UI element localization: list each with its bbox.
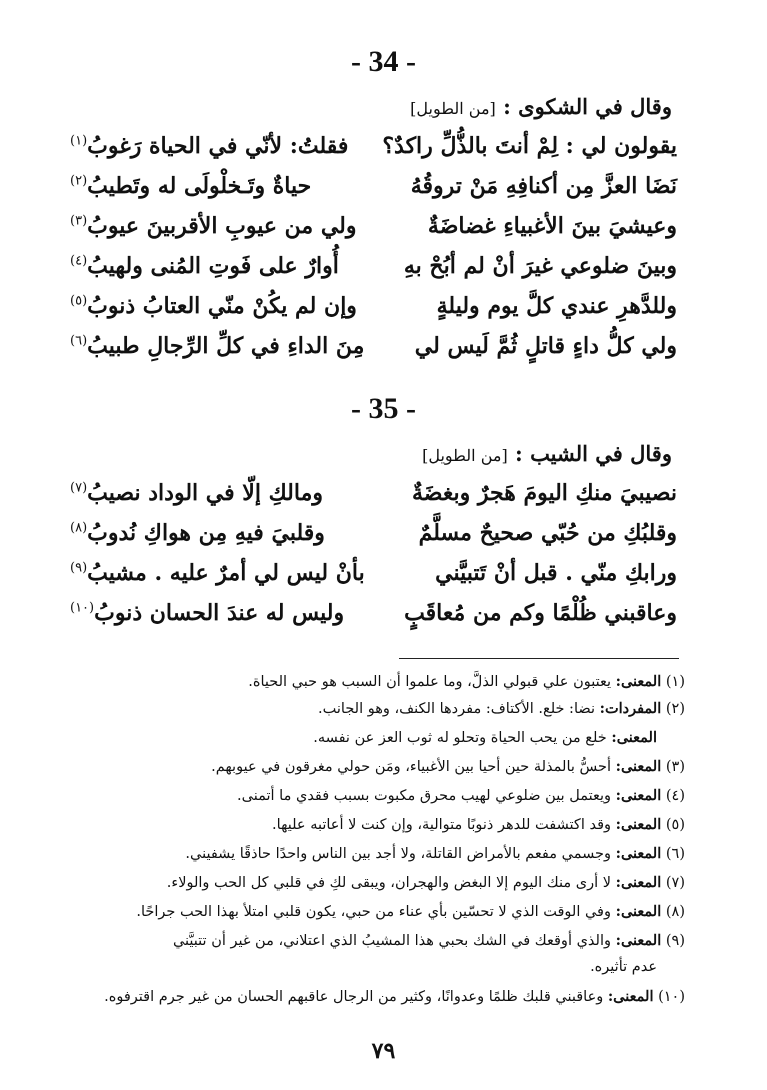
second-hemistich: بأنْ ليس لي أمرٌ عليه . مشيبُ$^{(٩)}$ (70, 560, 365, 586)
intro-text: وقال في الشيب : (515, 441, 672, 466)
footnote-ref: (٧) (70, 480, 88, 496)
footnote-continuation (80, 958, 657, 976)
footnote-id: (٤) (665, 788, 685, 804)
footnote-id: (٣) (665, 759, 685, 775)
footnote-ref: (٨) (70, 520, 88, 536)
footnote-text: والذي أوقعك في الشك بحبي هذا المشيبُ الذي اعتلاني، من غير أن تتبيَّني (172, 933, 611, 949)
footnote-text: عدم تأثيره. (590, 959, 657, 975)
footnote-text: ويعتمل بين ضلوعي لهيب محرق مكبوت بسبب فقدي ما أتمنى. (237, 788, 611, 804)
footnote-text: لا أرى منك اليوم إلا البغض والهجران، ويبقى لكِ في قلبي كل الحب والولاء. (166, 875, 611, 891)
footnote-label: المعنى: (607, 988, 654, 1005)
footnote-ref: (٢) (70, 173, 88, 189)
footnote (80, 758, 685, 776)
first-hemistich: وقلبُكِ من حُبّي صحيحٌ مسلَّمٌ (418, 520, 677, 546)
footnote-label: المفردات: (599, 700, 662, 717)
first-hemistich: وللدَّهرِ عندي كلَّ يوم وليلةٍ (436, 293, 677, 319)
poem-number: - 35 - (351, 392, 416, 425)
poem-intro (422, 441, 672, 466)
verse-line (70, 166, 677, 206)
footnote-id: (١) (665, 674, 685, 690)
footnote-divider (399, 658, 679, 659)
footnote (80, 845, 685, 863)
footnote (80, 988, 685, 1006)
footnote-text: خلع من يحب الحياة وتحلو له ثوب العز عن نفسه. (313, 730, 607, 746)
second-hemistich: ومالكِ إلّا في الوداد نصيبُ$^{(٧)}$ (70, 480, 323, 506)
footnote-label: المعنى: (615, 874, 662, 891)
verse-line (70, 593, 677, 633)
footnote (80, 903, 685, 921)
first-hemistich: نصيبيَ منكِ اليومَ هَجرٌ وبغضَةٌ (411, 480, 677, 506)
first-hemistich: وعيشيَ بينَ الأغبياءِ غضاضَةٌ (427, 213, 677, 239)
meter-label: [من الطويل] (422, 446, 508, 465)
first-hemistich: ورابكِ منّي . قبل أنْ تَتبيَّني (435, 560, 677, 586)
verse-line (70, 246, 677, 286)
footnote-id: (٧) (665, 875, 685, 891)
footnote-label: المعنى: (615, 787, 662, 804)
footnote-id: (٢) (665, 701, 685, 717)
footnote (80, 932, 685, 950)
footnote-text: وقد اكتشفت للدهر ذنوبًا متوالية، وإن كنت لا أعاتبه عليها. (272, 817, 611, 833)
second-hemistich: وليس له عندَ الحسان ذنوبُ$^{(١٠)}$ (70, 600, 345, 626)
verse-line (70, 206, 677, 246)
meter-label: [من الطويل] (410, 99, 496, 118)
footnote-ref: (٣) (70, 213, 88, 229)
verse-line (70, 286, 677, 326)
footnote-label: المعنى: (615, 903, 662, 920)
page-number: ٧٩ (371, 1038, 396, 1064)
footnote (80, 729, 657, 747)
footnote-text: وجسمي مفعم بالأمراض القاتلة، ولا أجد بين الناس واحدًا حاذقًا يشفيني. (185, 846, 611, 862)
footnote-id: (٩) (665, 933, 685, 949)
footnote-label: المعنى: (615, 758, 662, 775)
first-hemistich: وبينَ ضلوعي غيرَ أنْ لم أبُحْ بهِ (403, 253, 677, 279)
poem-number: - 34 - (351, 45, 416, 78)
footnote-ref: (٥) (70, 293, 88, 309)
first-hemistich: ولي كلُّ داءٍ قاتلٍ ثُمَّ لَيس لي (414, 333, 677, 359)
footnote (80, 816, 685, 834)
footnote-id: (١٠) (658, 989, 685, 1005)
footnote-label: المعنى: (611, 729, 657, 746)
footnote-ref: (١) (70, 133, 88, 149)
footnote (80, 874, 685, 892)
footnote (80, 787, 685, 805)
footnote-text: يعتبون علي قبولي الذلَّ، وما علموا أن السبب هو حبي الحياة. (248, 674, 611, 690)
footnote-text: وفي الوقت الذي لا تحسّين بأي عناء من حبي، يكون قلبي امتلأ بهذا الحب جراحًا. (136, 904, 611, 920)
footnote (80, 700, 685, 718)
second-hemistich: فقلتُ: لأنّي في الحياة رَغوبُ$^{(١)}$ (70, 133, 349, 159)
intro-text: وقال في الشكوى : (503, 94, 672, 119)
second-hemistich: حياةٌ وتَـخلْولَى له وتَطيبُ$^{(٢)}$ (70, 173, 312, 199)
footnote-id: (٨) (665, 904, 685, 920)
footnote-id: (٥) (665, 817, 685, 833)
footnote-ref: (٦) (70, 333, 88, 349)
footnote-label: المعنى: (615, 816, 662, 833)
footnote-ref: (٤) (70, 253, 88, 269)
second-hemistich: وقلبيَ فيهِ مِن هواكِ نُدوبُ$^{(٨)}$ (70, 520, 325, 546)
poem-intro (410, 94, 672, 119)
first-hemistich: يقولون لي : لِمْ أنتَ بالذُّلِّ راكدٌ؟ (382, 133, 677, 159)
first-hemistich: نَضَا العزَّ مِن أكنافِهِ مَنْ تروقُهُ (410, 173, 677, 199)
footnote-label: المعنى: (615, 932, 662, 949)
second-hemistich: ولي من عيوبِ الأقربينَ عيوبُ$^{(٣)}$ (70, 213, 357, 239)
footnote-label: المعنى: (615, 673, 662, 690)
footnote-text: نضا: خلع. الأكتاف: مفردها الكنف، وهو الجانب. (318, 701, 595, 717)
verse-line (70, 326, 677, 366)
footnote-label: المعنى: (615, 845, 662, 862)
first-hemistich: وعاقبني ظُلْمًا وكم من مُعاقَبٍ (404, 600, 677, 626)
verse-line (70, 126, 677, 166)
footnote-ref: (١٠) (70, 600, 95, 616)
footnote-text: أحسُّ بالمذلة حين أحيا بين الأغبياء، ومَن حولي مغرقون في عيوبهم. (211, 759, 611, 775)
second-hemistich: وإن لم يكُنْ منّي العتابُ ذنوبُ$^{(٥)}$ (70, 293, 357, 319)
second-hemistich: مِنَ الداءِ في كلِّ الرِّجالِ طبيبُ$^{(٦)}$ (70, 333, 365, 359)
footnote (80, 673, 685, 691)
footnote-ref: (٩) (70, 560, 88, 576)
footnote-id: (٦) (665, 846, 685, 862)
verse-line (70, 473, 677, 513)
footnote-text: وعاقبني قلبك ظلمًا وعدوانًا، وكثير من الرجال عاقبهم الحسان من غير جرم اقترفوه. (104, 989, 604, 1005)
verse-line (70, 513, 677, 553)
second-hemistich: أُوارٌ على فَوتِ المُنى ولهيبُ$^{(٤)}$ (70, 253, 339, 279)
verse-line (70, 553, 677, 593)
